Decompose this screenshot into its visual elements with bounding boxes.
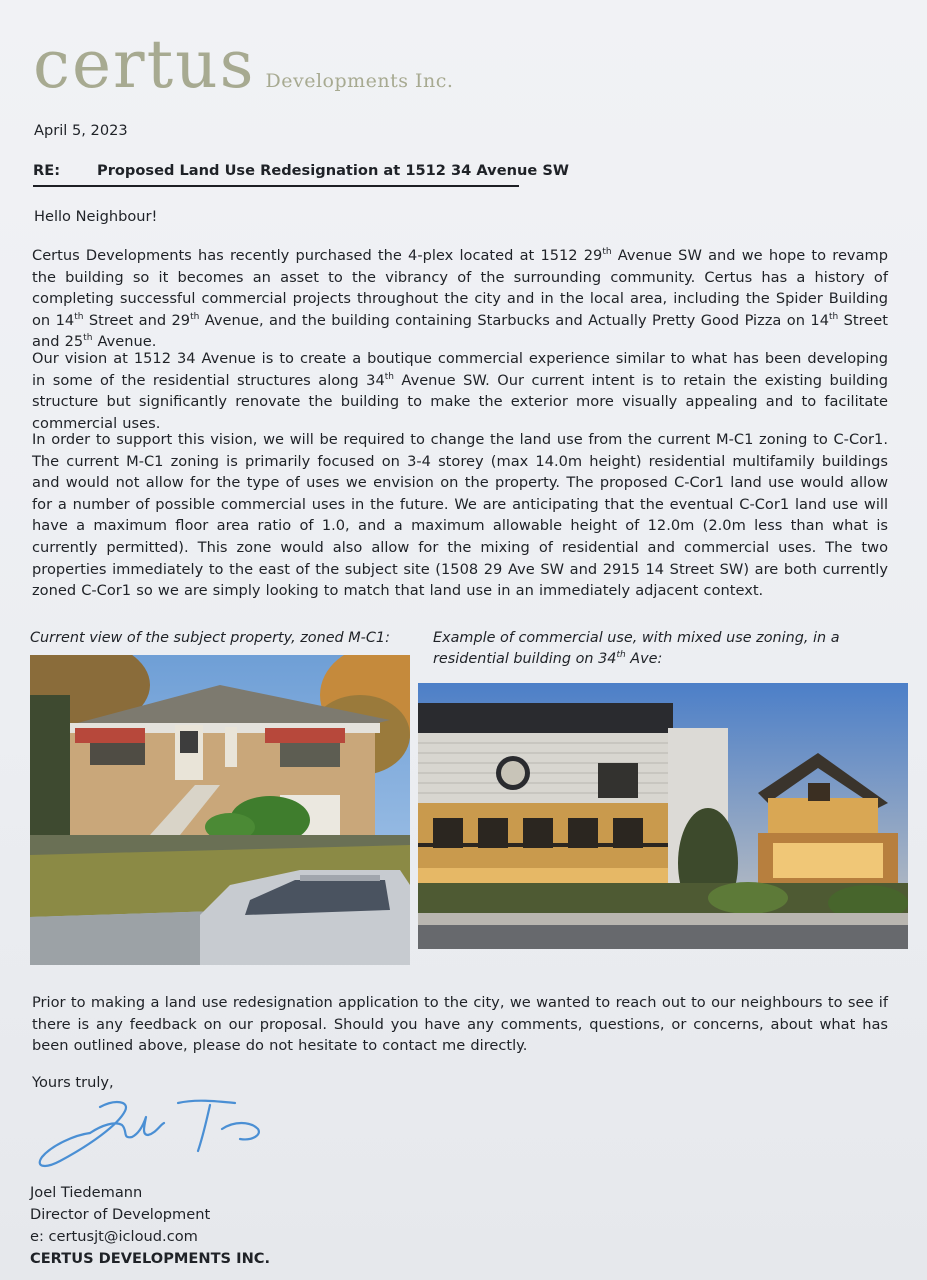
current-property-photo bbox=[30, 655, 410, 965]
greeting: Hello Neighbour! bbox=[34, 208, 158, 225]
paragraph-3: In order to support this vision, we will be required to change the land use from the current M-C1 zoning to C-Cor1. The current M-C1 zoning is primarily focused on 3-4 storey (max 14.0m height) residential multifamily buildings and would not allow for the type of uses we envision on the property. The proposed C-Cor1 land use would allow for a number of possible commercial uses in the future. We are anticipating that the eventual C-Cor1 land use will have a maximum floor area ratio of 1.0, and a maximum allowable height of 12.0m (2.0m less than what is currently permitted). This zone would also allow for the mixing of residential and commercial uses. The two properties immediately to the east of the subject site (1508 29 Ave SW and 2915 14 Street SW) are both currently zoned C-Cor1 so we are simply looking to match that land use in an immediately adjacent context. bbox=[32, 431, 888, 600]
right-photo-caption: Example of commercial use, with mixed use zoning, in a residential building on 34th Ave: bbox=[433, 630, 840, 667]
signer-name: Joel Tiedemann bbox=[30, 1184, 143, 1201]
signer-company: CERTUS DEVELOPMENTS INC. bbox=[30, 1250, 271, 1267]
handwritten-signature bbox=[30, 1095, 270, 1177]
signer-email: e: certusjt@icloud.com bbox=[30, 1228, 198, 1245]
left-photo-caption: Current view of the subject property, zoned M-C1: bbox=[30, 630, 390, 646]
commercial-example-photo bbox=[418, 683, 908, 949]
paragraph-1: Certus Developments has recently purchased the 4-plex located at 1512 29th Avenue SW and we hope to revamp the building so it becomes an asset to the vibrancy of the surrounding community. Certus has a history of completing successful commercial projects throughout the city and in the local area, including the Spider Building on 14th Street and 29th Avenue, and the building containing Starbucks and Actually Pretty Good Pizza on 14th Street and 25th Avenue. bbox=[32, 247, 888, 351]
paragraph-2: Our vision at 1512 34 Avenue is to create a boutique commercial experience similar to what has been developing in some of the residential structures along 34th Avenue SW. Our current intent is to retain the existing building structure but significantly renovate the building to make the exterior more visually appealing and to facilitate commercial uses. bbox=[32, 350, 888, 432]
closing: Yours truly, bbox=[32, 1074, 114, 1091]
subject-text: Proposed Land Use Redesignation at 1512 34 Avenue SW bbox=[97, 162, 569, 179]
logo-wordmark: certus bbox=[33, 26, 256, 103]
company-logo bbox=[33, 26, 454, 103]
re-label: RE: bbox=[33, 162, 61, 179]
paragraph-4: Prior to making a land use redesignation application to the city, we wanted to reach out to our neighbours to see if there is any feedback on our proposal. Should you have any comments, questions, or concerns, about what has been outlined above, please do not hesitate to contact me directly. bbox=[32, 994, 888, 1055]
signer-title: Director of Development bbox=[30, 1206, 211, 1223]
signature-block bbox=[30, 1182, 270, 1270]
logo-suffix: Developments Inc. bbox=[265, 70, 454, 92]
building-illustration bbox=[418, 683, 908, 949]
letter-date: April 5, 2023 bbox=[34, 122, 128, 139]
subject-line bbox=[33, 160, 569, 187]
house-illustration bbox=[30, 655, 410, 965]
